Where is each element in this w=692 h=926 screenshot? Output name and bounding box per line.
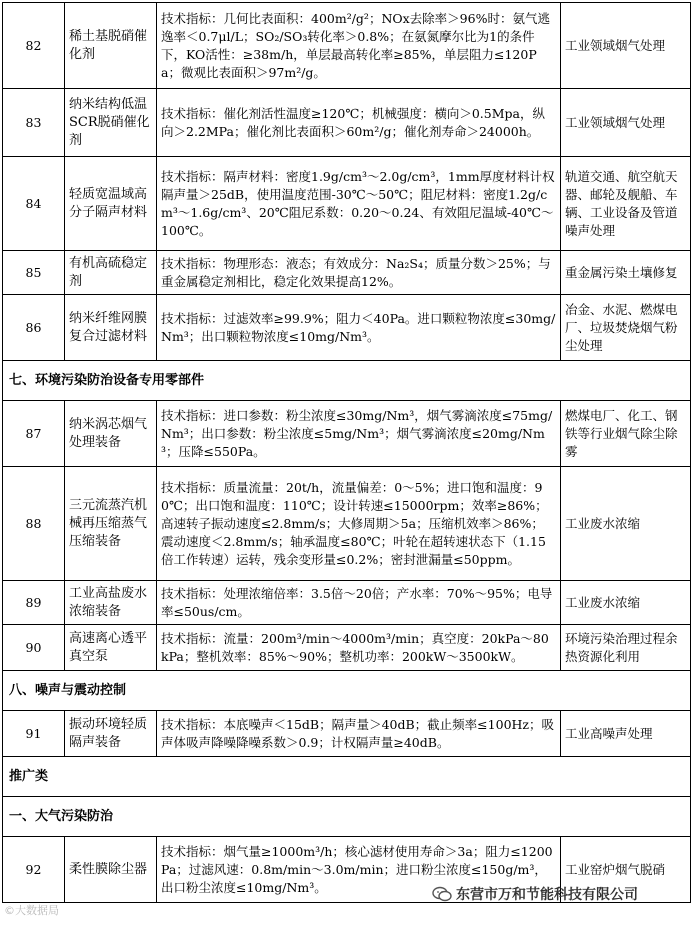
row-number: 87 — [3, 401, 65, 467]
table-row — [3, 711, 691, 757]
row-number: 91 — [3, 711, 65, 757]
technical-spec: 技术指标：物理形态：液态；有效成分：Na₂S₄；质量分数＞25%；与重金属稳定剂相比，稳定化效果提高12%。 — [157, 251, 561, 295]
table-row — [3, 401, 691, 467]
application-field: 工业废水浓缩 — [561, 581, 691, 625]
table-row — [3, 251, 691, 295]
section-heading: 八、噪声与震动控制 — [3, 671, 691, 711]
application-field: 工业领域烟气处理 — [561, 89, 691, 157]
technical-spec: 技术指标：几何比表面积：400m²/g²；NOx去除率＞96%时：氨气逃逸率＜0.7μl/L；SO₂/SO₃转化率＞0.8%；在氨氮摩尔比为1的条件下，KO活性：≥38m/h，单层最高转化率≥85%，单层阻力≤120Pa；微观比表面积＞97m²/g。 — [157, 3, 561, 89]
technical-spec: 技术指标：过滤效率≥99.9%；阻力＜40Pa。进口颗粒物浓度≤30mg/Nm³；出口颗粒物浓度≤10mg/Nm³。 — [157, 295, 561, 361]
technical-spec: 技术指标：处理浓缩倍率：3.5倍～20倍；产水率：70%～95%；电导率≤50us/cm。 — [157, 581, 561, 625]
technical-spec: 技术指标：烟气量≥1000m³/h；核心滤材使用寿命＞3a；阻力≤1200Pa；过滤风速：0.8m/min～3.0m/min；进口粉尘浓度≤150g/m³，出口粉尘浓度≤10mg/Nm³。 — [157, 837, 561, 903]
section-heading: 七、环境污染防治设备专用零部件 — [3, 361, 691, 401]
technical-spec: 技术指标：隔声材料：密度1.9g/cm³～2.0g/cm³，1mm厚度材料计权隔声量＞25dB，使用温度范围-30℃～50℃；阻尼材料：密度1.2g/cm³～1.6g/cm³、20℃阻尼系数：0.20～0.24、有效阻尼温域-40℃～100℃。 — [157, 157, 561, 251]
technical-spec: 技术指标：进口参数：粉尘浓度≤30mg/Nm³，烟气雾滴浓度≤75mg/Nm³；出口参数：粉尘浓度≤5mg/Nm³；烟气雾滴浓度≤20mg/Nm³；压降≤550Pa。 — [157, 401, 561, 467]
watermark-text: 东营市万和节能科技有限公司 — [456, 887, 638, 903]
product-name: 高速离心透平真空泵 — [65, 625, 157, 671]
watermark-left: ©大数据局 — [4, 904, 59, 917]
row-number: 92 — [3, 837, 65, 903]
application-field: 轨道交通、航空航天器、邮轮及舰船、车辆、工业设备及管道噪声处理 — [561, 157, 691, 251]
table-row — [3, 3, 691, 89]
row-number: 88 — [3, 467, 65, 581]
table-row — [3, 625, 691, 671]
row-number: 90 — [3, 625, 65, 671]
section-heading: 一、大气污染防治 — [3, 797, 691, 837]
table-row — [3, 581, 691, 625]
application-field: 重金属污染土壤修复 — [561, 251, 691, 295]
table-row — [3, 157, 691, 251]
product-name: 振动环境轻质隔声装备 — [65, 711, 157, 757]
application-field: 工业领域烟气处理 — [561, 3, 691, 89]
technical-spec: 技术指标：流量：200m³/min～4000m³/min；真空度：20kPa～80kPa；整机效率：85%～90%；整机功率：200kW～3500kW。 — [157, 625, 561, 671]
watermark-right — [432, 884, 638, 904]
technical-spec: 技术指标：质量流量：20t/h，流量偏差：0～5%；进口饱和温度：90℃；出口饱和温度：110℃；设计转速≤15000rpm；效率≥86%；高速转子振动速度≤2.8mm/s；大修周期＞5a；压缩机效率＞86%；震动速度＜2.8mm/s；轴承温度≤80℃；叶轮在超转速状态下（1.15倍工作转速）运转，残余变形量≤0.2%；密封泄漏量≤50ppm。 — [157, 467, 561, 581]
section-row — [3, 671, 691, 711]
application-field: 冶金、水泥、燃煤电厂、垃圾焚烧烟气粉尘处理 — [561, 295, 691, 361]
row-number: 82 — [3, 3, 65, 89]
section-heading: 推广类 — [3, 757, 691, 797]
row-number: 84 — [3, 157, 65, 251]
product-name: 纳米结构低温SCR脱硝催化剂 — [65, 89, 157, 157]
product-name: 纳米纤维网膜复合过滤材料 — [65, 295, 157, 361]
product-name: 柔性膜除尘器 — [65, 837, 157, 903]
product-name: 三元流蒸汽机械再压缩蒸气压缩装备 — [65, 467, 157, 581]
table-row — [3, 467, 691, 581]
row-number: 83 — [3, 89, 65, 157]
technical-spec: 技术指标：本底噪声＜15dB；隔声量＞40dB；截止频率≤100Hz；吸声体吸声降噪降噪系数＞0.9；计权隔声量≥40dB。 — [157, 711, 561, 757]
table-row — [3, 295, 691, 361]
row-number: 86 — [3, 295, 65, 361]
product-name: 工业高盐废水浓缩装备 — [65, 581, 157, 625]
row-number: 85 — [3, 251, 65, 295]
application-field: 工业窑炉烟气脱硝 — [561, 837, 691, 903]
product-name: 轻质宽温域高分子隔声材料 — [65, 157, 157, 251]
table-row — [3, 89, 691, 157]
product-name: 稀土基脱硝催化剂 — [65, 3, 157, 89]
application-field: 燃煤电厂、化工、钢铁等行业烟气除尘除雾 — [561, 401, 691, 467]
wechat-icon — [432, 886, 452, 902]
catalog-table — [2, 2, 691, 903]
section-row — [3, 361, 691, 401]
row-number: 89 — [3, 581, 65, 625]
section-row — [3, 797, 691, 837]
product-name: 有机高硫稳定剂 — [65, 251, 157, 295]
application-field: 工业废水浓缩 — [561, 467, 691, 581]
technical-spec: 技术指标：催化剂活性温度≥120℃；机械强度：横向＞0.5Mpa，纵向＞2.2MPa；催化剂比表面积＞60m²/g；催化剂寿命＞24000h。 — [157, 89, 561, 157]
application-field: 工业高噪声处理 — [561, 711, 691, 757]
product-name: 纳米涡芯烟气处理装备 — [65, 401, 157, 467]
application-field: 环境污染治理过程余热资源化利用 — [561, 625, 691, 671]
section-row — [3, 757, 691, 797]
